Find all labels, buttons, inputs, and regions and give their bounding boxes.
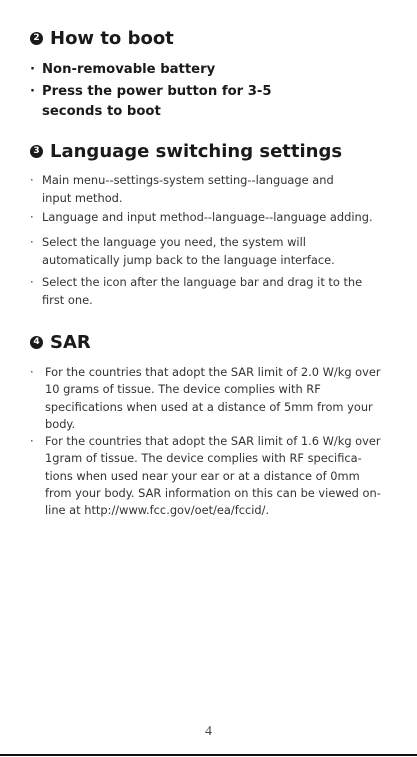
section-title-text: SAR (50, 332, 91, 353)
list-item (30, 274, 370, 309)
section-number-badge: 3 (30, 145, 43, 158)
page-number: 4 (205, 724, 212, 739)
list-item-text: Select the icon after the language bar and drag it to the first one. (42, 275, 363, 307)
section-number-badge: 4 (30, 336, 43, 349)
list-item-text: Main menu--settings-system setting--language and input method. (42, 173, 334, 205)
list-item-text: Language and input method--language--language adding. (42, 210, 373, 224)
section-title-text: Language switching settings (50, 141, 343, 162)
list-item-text: For the countries that adopt the SAR limit of 2.0 W/kg over 10 grams of tissue. The device complies with RF specifications when used at a distance of 5mm from your body. (45, 365, 381, 431)
list-item (30, 433, 388, 519)
list-item (30, 82, 330, 122)
list-item-text: For the countries that adopt the SAR limit of 1.6 W/kg over 1gram of tissue. The device complies with RF specifica-tions when used near your ear or at a distance of 0mm from your body. SAR information on this can be viewed on-line at http://www.fcc.gov/oet/ea/fccid/. (45, 434, 381, 518)
bottom-rule (0, 754, 417, 756)
bullet-icon: · (30, 275, 34, 289)
section-title-text: How to boot (50, 28, 174, 49)
list-item (30, 209, 390, 227)
bullet-icon: · (30, 235, 34, 249)
list-item (30, 364, 388, 433)
bullet-icon: · (30, 62, 36, 77)
list-item (30, 172, 350, 207)
list-item (30, 60, 390, 80)
list-item-text: Non-removable battery (42, 62, 216, 77)
section-title-sar (30, 332, 91, 353)
bullet-icon: · (30, 434, 34, 448)
section-title-boot (30, 28, 174, 49)
list-item-text: Select the language you need, the system will automatically jump back to the language interface. (42, 235, 335, 267)
bullet-icon: · (30, 210, 34, 224)
list-item (30, 234, 382, 269)
section-number-badge: 2 (30, 32, 43, 45)
section-title-language (30, 141, 342, 162)
list-item-text: Press the power button for 3-5 seconds to boot (42, 84, 272, 119)
bullet-icon: · (30, 173, 34, 187)
bullet-icon: · (30, 84, 36, 99)
bullet-icon: · (30, 365, 34, 379)
